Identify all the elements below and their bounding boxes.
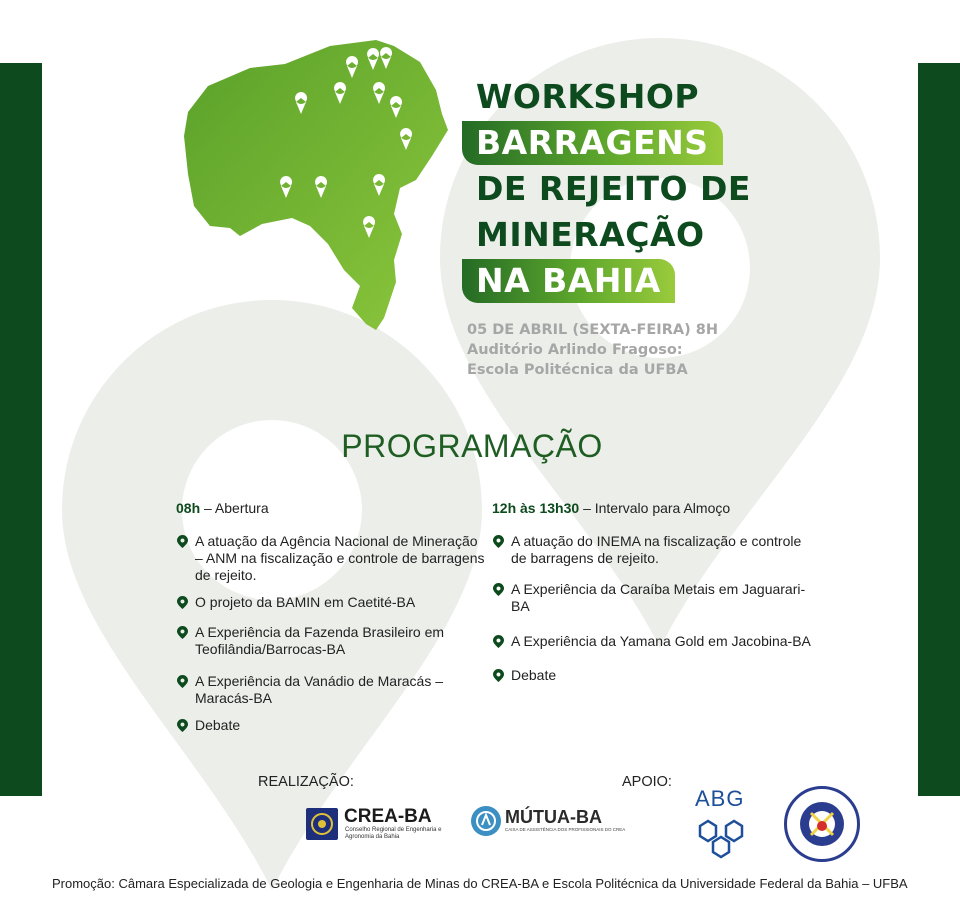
program-heading: PROGRAMAÇÃO [341,428,603,464]
map-pin-icon [177,626,188,639]
morning-time: 08h [176,500,201,516]
mutua-logo-icon [471,806,501,836]
morning-time-row [176,500,486,517]
map-pin-icon [177,719,188,732]
list-item [176,673,486,707]
list-item [176,717,486,734]
list-item [176,533,486,584]
event-venue-line-1: Auditório Arlindo Fragoso: [467,342,683,358]
abem-seal-icon [784,786,860,862]
afternoon-schedule [492,500,817,684]
list-item [176,594,486,611]
list-item [492,533,817,567]
bahia-map [180,38,452,330]
mutua-logo-name: MÚTUA-BA [505,807,602,827]
crea-logo-subtitle: Conselho Regional de Engenharia e Agronomia da Bahia [345,827,442,840]
list-item-text: A atuação da Agência Nacional de Mineração – ANM na fiscalização e controle de barragens de rejeito. [195,533,485,583]
title-line-3: DE REJEITO DE [476,169,751,208]
event-date: 05 DE ABRIL (SEXTA-FEIRA) 8H [467,322,718,338]
map-pin-icon [493,635,504,648]
list-item-text: A Experiência da Yamana Gold em Jacobina-BA [511,633,811,649]
map-pin-icon [493,535,504,548]
list-item-text: Debate [511,667,557,683]
morning-schedule [176,500,486,734]
list-item-text: A atuação do INEMA na fiscalização e controle de barragens de rejeito. [511,533,802,566]
map-pin-icon [493,669,504,682]
list-item-text: A Experiência da Fazenda Brasileiro em Teofilândia/Barrocas-BA [195,624,445,657]
morning-time-label: – Abertura [204,500,269,516]
afternoon-time-label: – Intervalo para Almoço [583,500,731,516]
title-line-5: NA BAHIA [462,259,675,303]
mutua-logo-subtitle: CAIXA DE ASSISTÊNCIA DOS PROFISSIONAIS DO CREA [505,827,626,832]
footer-promotion: Promoção: Câmara Especializada de Geologia e Engenharia de Minas do CREA-BA e Escola Politécnica da Universidade Federal da Bahia – UFBA [52,876,908,891]
event-venue-line-2: Escola Politécnica da UFBA [467,362,688,378]
list-item-text: A Experiência da Vanádio de Maracás – Maracás-BA [195,673,444,706]
list-item [492,581,817,615]
abg-logo-name: ABG [695,786,745,811]
event-info [467,320,718,380]
list-item-text: Debate [195,717,241,733]
realizacao-label: REALIZAÇÃO: [258,774,354,790]
title-line-1: WORKSHOP [476,77,700,116]
map-pin-icon [177,535,188,548]
afternoon-time-row [492,500,817,517]
map-pin-icon [493,583,504,596]
map-pin-icon [177,675,188,688]
title-line-4: MINERAÇÃO [476,215,705,254]
abg-logo-icon [694,812,748,860]
crea-logo-name: CREA-BA [344,806,432,827]
list-item [492,633,817,650]
workshop-title [462,74,751,304]
list-item [492,667,817,684]
afternoon-time: 12h às 13h30 [492,500,580,516]
title-line-2: BARRAGENS [462,121,723,165]
apoio-label: APOIO: [622,774,672,790]
list-item-text: O projeto da BAMIN em Caetité-BA [195,594,416,610]
list-item-text: A Experiência da Caraíba Metais em Jaguarari-BA [511,581,806,614]
crea-emblem-icon [306,808,338,840]
list-item [176,624,486,658]
map-pin-icon [177,596,188,609]
